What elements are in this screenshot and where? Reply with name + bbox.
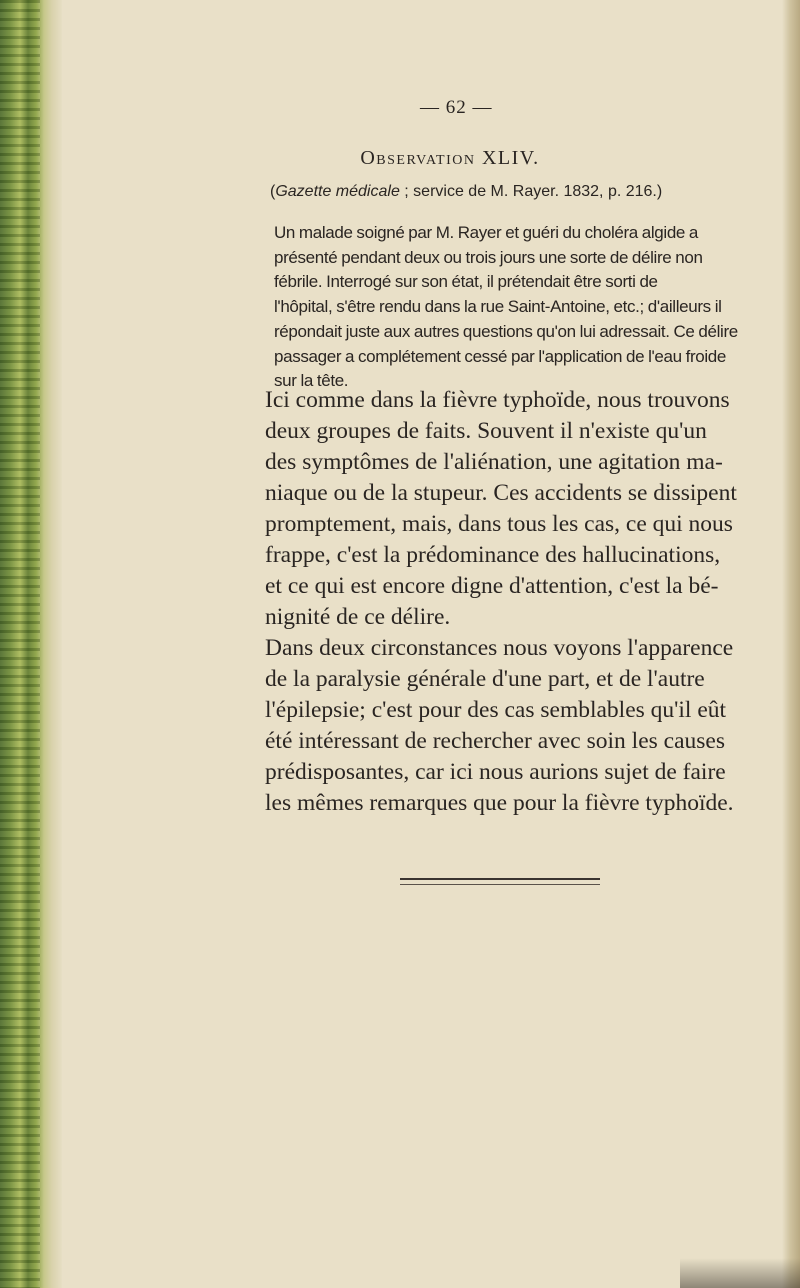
commentary-line: Dans deux circonstances nous voyons l'apparence	[265, 635, 734, 661]
observation-source	[270, 183, 662, 201]
case-line: Un malade soigné par M. Rayer et guéri du choléra algide a	[274, 223, 699, 242]
commentary-line: de la paralysie générale d'une part, et de l'autre	[265, 666, 705, 692]
corner-shadow	[680, 1258, 800, 1288]
commentary-line: l'épilepsie; c'est pour des cas semblables qu'il eût	[265, 697, 727, 723]
page-number: — 62 —	[420, 97, 493, 118]
commentary-line: frappe, c'est la prédominance des hallucinations,	[265, 542, 721, 568]
commentary-line: promptement, mais, dans tous les cas, ce qui nous	[265, 511, 733, 537]
source-journal: Gazette médicale	[275, 183, 400, 200]
case-line: l'hôpital, s'être rendu dans la rue Saint-Antoine, etc.; d'ailleurs il	[274, 297, 722, 317]
case-line: répondait juste aux autres questions qu'on lui adressait. Ce délire	[274, 321, 738, 341]
commentary-line: prédisposantes, car ici nous aurions sujet de faire	[265, 759, 726, 785]
commentary-line: été intéressant de rechercher avec soin les causes	[265, 728, 725, 754]
observation-heading: Observation XLIV.	[360, 147, 540, 169]
commentary-line: deux groupes de faits. Souvent il n'existe qu'un	[265, 418, 707, 444]
case-line: présenté pendant deux ou trois jours une sorte de délire non	[274, 247, 703, 267]
commentary-line: et ce qui est encore digne d'attention, c'est la bé-	[265, 573, 719, 599]
section-rule	[400, 878, 600, 880]
commentary-line: les mêmes remarques que pour la fièvre typhoïde.	[265, 790, 734, 816]
commentary-line: des symptômes de l'aliénation, une agitation ma-	[265, 449, 723, 475]
case-line: passager a complétement cessé par l'application de l'eau froide	[274, 346, 727, 366]
case-description	[274, 221, 757, 394]
commentary-line: niaque ou de la stupeur. Ces accidents se dissipent	[265, 480, 737, 506]
source-open-paren: (	[270, 183, 276, 200]
commentary-line: Ici comme dans la fièvre typhoïde, nous trouvons	[265, 387, 730, 413]
section-rule-thin	[400, 884, 600, 885]
source-details: ; service de M. Rayer. 1832, p. 216.)	[399, 183, 663, 200]
case-line: fébrile. Interrogé sur son état, il prétendait être sorti de	[274, 272, 658, 292]
commentary-line: nignité de ce délire.	[265, 604, 451, 630]
case-line: sur la tête.	[274, 371, 349, 391]
commentary-text	[265, 385, 765, 819]
